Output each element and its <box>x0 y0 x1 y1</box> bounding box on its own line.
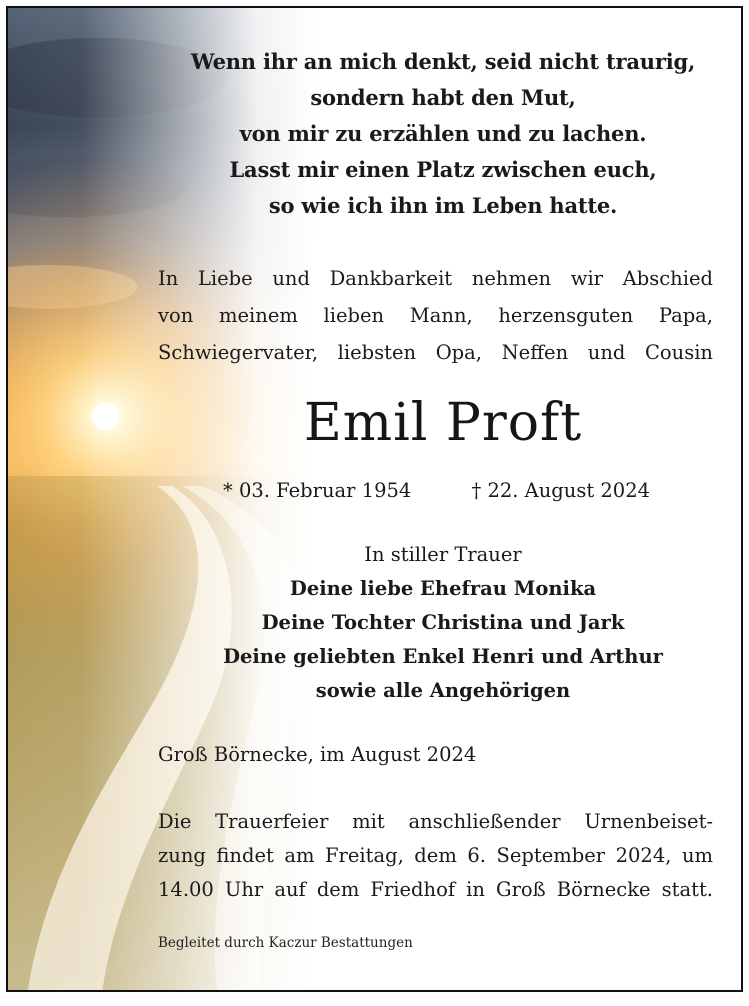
mourners <box>158 538 728 708</box>
mourner-name: Deine Tochter Christina und Jark <box>261 611 625 634</box>
mourner-name: Deine liebe Ehefrau Monika <box>289 577 597 600</box>
undertaker-credit: Begleitet durch Kaczur Bestattungen <box>158 935 413 951</box>
poem <box>158 44 728 224</box>
poem-line: Lasst mir einen Platz zwischen euch, <box>229 157 657 182</box>
service-line: Die Trauerfeier mit anschließender Urnenbeiset- <box>158 810 713 833</box>
mourning-lead: In stiller Trauer <box>364 543 522 566</box>
service-line: zung findet am Freitag, dem 6. September 2024, um <box>158 844 713 867</box>
intro-line: von meinem lieben Mann, herzensguten Papa, <box>158 304 713 327</box>
mourner-name: sowie alle Angehörigen <box>315 679 571 702</box>
life-dates <box>223 476 650 506</box>
poem-line: sondern habt den Mut, <box>310 85 576 110</box>
intro-line: Schwiegervater, liebsten Opa, Neffen und Cousin <box>158 341 713 364</box>
service-line: 14.00 Uhr auf dem Friedhof in Groß Börnecke statt. <box>158 878 713 901</box>
obituary-notice <box>6 6 743 992</box>
place-and-date: Groß Börnecke, im August 2024 <box>158 743 477 766</box>
intro-line: In Liebe und Dankbarkeit nehmen wir Abschied <box>158 267 713 290</box>
poem-line: Wenn ihr an mich denkt, seid nicht traurig, <box>190 49 696 74</box>
mourner-name: Deine geliebten Enkel Henri und Arthur <box>223 645 663 668</box>
birth-date: * 03. Februar 1954 <box>223 479 412 502</box>
poem-line: so wie ich ihn im Leben hatte. <box>268 193 618 218</box>
death-date: † 22. August 2024 <box>471 479 651 502</box>
poem-line: von mir zu erzählen und zu lachen. <box>239 121 647 146</box>
deceased-name: Emil Proft <box>303 393 583 453</box>
funeral-service-info <box>158 805 713 907</box>
farewell-intro <box>158 260 713 371</box>
notice-text <box>8 8 741 990</box>
